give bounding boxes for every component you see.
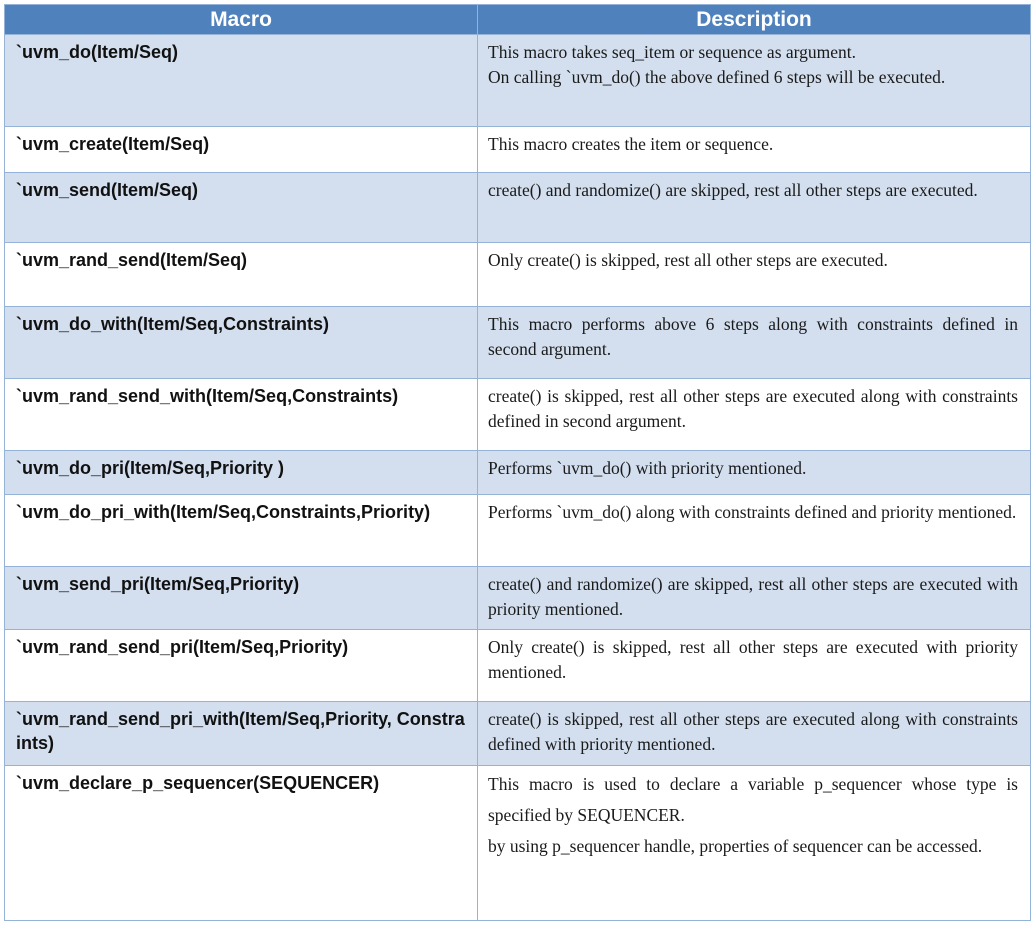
description-cell (478, 451, 1031, 495)
macro-cell: `uvm_do_with(Item/Seq,Constraints) (5, 307, 478, 379)
description-cell (478, 35, 1031, 127)
macro-table (4, 4, 1031, 921)
macro-cell: `uvm_do(Item/Seq) (5, 35, 478, 127)
table-row (5, 127, 1031, 173)
description-cell (478, 567, 1031, 630)
description-text: Performs `uvm_do() along with constraints defined and priority mentioned. (488, 502, 1017, 522)
description-text: Performs `uvm_do() with priority mentioned. (488, 458, 807, 478)
description-text: This macro is used to declare a variable p_sequencer whose type is specified by SEQUENCER. (488, 774, 1018, 825)
macro-cell: `uvm_send_pri(Item/Seq,Priority) (5, 567, 478, 630)
macro-cell: `uvm_declare_p_sequencer(SEQUENCER) (5, 766, 478, 921)
description-text: This macro creates the item or sequence. (488, 134, 774, 154)
description-text: On calling `uvm_do() the above defined 6 steps will be executed. (488, 67, 946, 87)
table-row (5, 630, 1031, 702)
macro-cell: `uvm_rand_send(Item/Seq) (5, 243, 478, 307)
table-row (5, 451, 1031, 495)
description-cell (478, 243, 1031, 307)
table-row (5, 173, 1031, 243)
macro-cell: `uvm_rand_send_with(Item/Seq,Constraints) (5, 379, 478, 451)
description-cell (478, 702, 1031, 766)
table-header-row (5, 5, 1031, 35)
macro-cell: `uvm_do_pri_with(Item/Seq,Constraints,Priority) (5, 495, 478, 567)
table-row (5, 243, 1031, 307)
column-header-macro: Macro (5, 5, 478, 35)
description-text: create() and randomize() are skipped, rest all other steps are executed with priority mentioned. (488, 574, 1018, 619)
description-text: Only create() is skipped, rest all other steps are executed with priority mentioned. (488, 637, 1018, 682)
description-text: by using p_sequencer handle, properties of sequencer can be accessed. (488, 836, 983, 856)
description-cell (478, 379, 1031, 451)
description-cell (478, 127, 1031, 173)
description-text: create() is skipped, rest all other steps are executed along with constraints defined in second argument. (488, 386, 1018, 431)
description-text: Only create() is skipped, rest all other steps are executed. (488, 250, 888, 270)
description-cell (478, 630, 1031, 702)
table-row (5, 567, 1031, 630)
description-cell (478, 766, 1031, 921)
macro-cell: `uvm_create(Item/Seq) (5, 127, 478, 173)
table-row (5, 702, 1031, 766)
macro-cell: `uvm_do_pri(Item/Seq,Priority ) (5, 451, 478, 495)
description-text: create() and randomize() are skipped, rest all other steps are executed. (488, 180, 978, 200)
description-text: This macro takes seq_item or sequence as argument. (488, 42, 857, 62)
column-header-description: Description (478, 5, 1031, 35)
description-cell (478, 173, 1031, 243)
description-cell (478, 495, 1031, 567)
table-row (5, 35, 1031, 127)
table-row (5, 766, 1031, 921)
macro-cell: `uvm_rand_send_pri_with(Item/Seq,Priority, Constraints) (5, 702, 478, 766)
table-row (5, 379, 1031, 451)
description-text: This macro performs above 6 steps along with constraints defined in second argument. (488, 314, 1018, 359)
macro-cell: `uvm_rand_send_pri(Item/Seq,Priority) (5, 630, 478, 702)
description-cell (478, 307, 1031, 379)
macro-cell: `uvm_send(Item/Seq) (5, 173, 478, 243)
description-text: create() is skipped, rest all other steps are executed along with constraints defined with priority mentioned. (488, 709, 1018, 754)
table-row (5, 495, 1031, 567)
table-row (5, 307, 1031, 379)
